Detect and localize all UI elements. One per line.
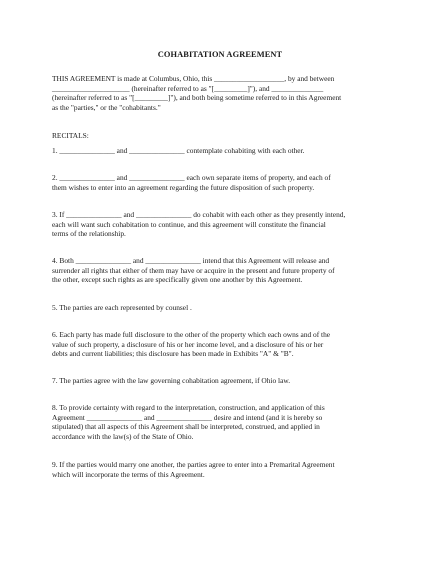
recital-7	[52, 376, 390, 386]
recital-line: 8. To provide certainty with regard to the interpretation, construction, and application of this	[52, 403, 325, 412]
recital-line: 5. The parties are each represented by counsel .	[52, 303, 192, 312]
recital-line: terms of the relationship.	[52, 229, 126, 239]
recital-line: surrender all rights that either of them may have or acquire in the present and future property of	[52, 265, 335, 275]
recital-line: stipulated) that all aspects of this Agreement shall be interpreted, construed, and applied in	[52, 422, 320, 432]
intro-line: THIS AGREEMENT is made at Columbus, Ohio, this ___________________, by and between	[52, 74, 335, 83]
recital-line: debts and current liabilities; this disclosure has been made in Exhibits "A" & "B".	[52, 349, 294, 359]
recital-line: which will incorporate the terms of this Agreement.	[52, 469, 205, 479]
recital-line: 2. _______________ and _______________ each own separate items of property, and each of	[52, 173, 331, 182]
recital-1	[52, 146, 390, 156]
recital-line: value of such property, a disclosure of his or her income level, and a disclosure of his or her	[52, 339, 324, 349]
intro-line: (hereinafter referred to as "[_________]"), and both being sometime referred to in this Agreement	[52, 93, 342, 103]
recital-4	[52, 256, 390, 285]
recital-5	[52, 303, 390, 313]
recital-line: 1. _______________ and _______________ contemplate cohabiting with each other.	[52, 146, 305, 155]
recital-8	[52, 403, 390, 441]
recital-line: 6. Each party has made full disclosure to the other of the property which each owns and of the	[52, 330, 331, 339]
recital-line: 3. If _______________ and _______________ do cohabit with each other as they presently intend,	[52, 210, 346, 219]
recital-line: accordance with the law(s) of the State of Ohio.	[52, 431, 194, 441]
recital-line: Agreement _______________ and _______________ desire and intend (and it is hereby so	[52, 412, 323, 422]
recital-line: the other, except such rights as are specifically given one another by this Agreement.	[52, 275, 303, 285]
recital-line: each will want such cohabitation to continue, and this agreement will constitute the financial	[52, 219, 326, 229]
recital-6	[52, 330, 390, 359]
recitals-heading: RECITALS:	[52, 131, 89, 140]
recital-line: them wishes to enter into an agreement regarding the future disposition of such property.	[52, 182, 315, 192]
intro-paragraph	[52, 74, 390, 112]
intro-line: as the "parties," or the "cohabitants."	[52, 102, 161, 112]
recital-line: 9. If the parties would marry one another, the parties agree to enter into a Premarital Agreement	[52, 460, 335, 469]
intro-line: _____________________ (hereinafter referred to as "[_________]"), and ______________	[52, 83, 324, 93]
recital-3	[52, 210, 390, 239]
document-title: COHABITATION AGREEMENT	[157, 50, 283, 59]
recital-line: 7. The parties agree with the law governing cohabitation agreement, if Ohio law.	[52, 376, 291, 385]
recital-9	[52, 460, 390, 479]
recital-line: 4. Both _______________ and _______________ intend that this Agreement will release and	[52, 256, 330, 265]
recital-2	[52, 173, 390, 192]
